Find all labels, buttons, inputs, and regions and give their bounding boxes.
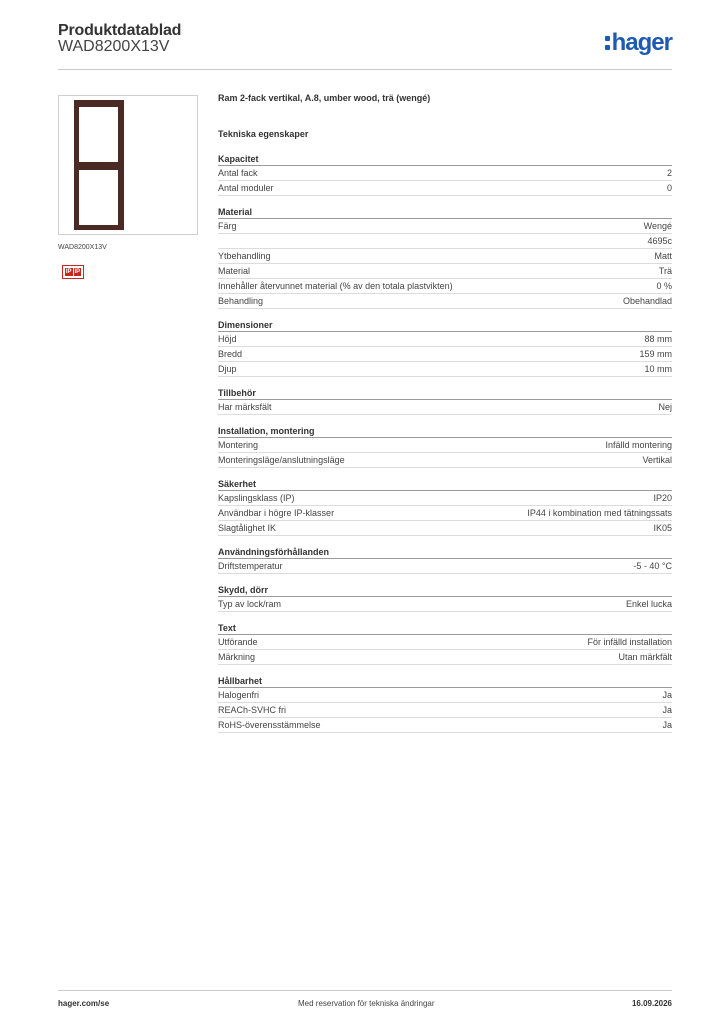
spec-row — [218, 279, 672, 294]
product-title: Ram 2-fack vertikal, A.8, umber wood, trä (wengé) — [218, 93, 431, 103]
spec-key: Ytbehandling — [218, 251, 271, 261]
spec-row — [218, 294, 672, 309]
product-code: WAD8200X13V — [58, 38, 170, 55]
spec-section — [218, 319, 672, 377]
spec-section — [218, 425, 672, 468]
spec-key: Bredd — [218, 349, 243, 359]
spec-value: -5 - 40 °C — [633, 561, 672, 571]
spec-key: Märkning — [218, 652, 256, 662]
spec-section — [218, 622, 672, 665]
page-header — [58, 22, 672, 70]
section-heading: Säkerhet — [218, 478, 672, 491]
spec-row — [218, 362, 672, 377]
spec-key: Djup — [218, 364, 237, 374]
frame-illustration — [74, 100, 124, 230]
spec-key: Slagtålighet IK — [218, 523, 277, 533]
spec-value: 10 mm — [644, 364, 672, 374]
section-heading: Hållbarhet — [218, 675, 672, 688]
section-heading: Tillbehör — [218, 387, 672, 400]
spec-key: Antal moduler — [218, 183, 274, 193]
spec-row — [218, 453, 672, 468]
ip-badge-icon — [62, 265, 84, 279]
spec-section — [218, 546, 672, 574]
spec-value: Vertikal — [642, 455, 672, 465]
page-footer — [58, 990, 672, 1019]
spec-row — [218, 506, 672, 521]
spec-section — [218, 675, 672, 733]
ip-badge-right: IP — [74, 269, 81, 275]
document-title: Produktdatablad — [58, 22, 182, 39]
spec-key: Innehåller återvunnet material (% av den totala plastvikten) — [218, 281, 453, 291]
spec-sections — [218, 153, 672, 733]
spec-row — [218, 166, 672, 181]
footer-website[interactable]: hager.com/se — [58, 999, 110, 1008]
spec-key: Antal fack — [218, 168, 258, 178]
product-image — [58, 95, 198, 235]
spec-row — [218, 718, 672, 733]
spec-value: Trä — [658, 266, 672, 276]
spec-key: REACh-SVHC fri — [218, 705, 287, 715]
logo-colon-icon — [605, 36, 610, 50]
footer-note: Med reservation för tekniska ändringar — [298, 999, 435, 1008]
footer-date: 16.09.2026 — [631, 999, 672, 1008]
spec-row — [218, 264, 672, 279]
spec-row — [218, 688, 672, 703]
spec-row — [218, 650, 672, 665]
spec-value: För infälld installation — [587, 637, 672, 647]
spec-value: 2 — [666, 168, 672, 178]
spec-section — [218, 206, 672, 309]
spec-value: Enkel lucka — [625, 599, 672, 609]
frame-cell-bottom — [79, 170, 118, 225]
image-caption: WAD8200X13V — [58, 244, 107, 251]
hager-logo — [605, 30, 672, 56]
spec-row — [218, 597, 672, 612]
spec-value: IP44 i kombination med tätningssats — [527, 508, 672, 518]
section-heading: Skydd, dörr — [218, 584, 672, 597]
spec-key: Färg — [218, 221, 237, 231]
spec-value: Obehandlad — [622, 296, 672, 306]
spec-row — [218, 347, 672, 362]
section-heading: Dimensioner — [218, 319, 672, 332]
spec-value: 4695c — [647, 236, 672, 246]
frame-cell-top — [79, 107, 118, 162]
spec-row — [218, 219, 672, 234]
spec-value: 88 mm — [644, 334, 672, 344]
spec-row — [218, 438, 672, 453]
spec-key: Typ av lock/ram — [218, 599, 282, 609]
section-heading: Installation, montering — [218, 425, 672, 438]
spec-row — [218, 181, 672, 196]
ip-badge-left: IP — [65, 269, 72, 275]
spec-key: Driftstemperatur — [218, 561, 283, 571]
spec-key: Behandling — [218, 296, 264, 306]
spec-key: Har märksfält — [218, 402, 272, 412]
spec-value: Wengé — [643, 221, 672, 231]
spec-value: IK05 — [653, 523, 672, 533]
spec-key: Material — [218, 266, 251, 276]
spec-key: Höjd — [218, 334, 237, 344]
spec-value: 0 % — [656, 281, 672, 291]
spec-value: 159 mm — [639, 349, 672, 359]
spec-section — [218, 478, 672, 536]
spec-row — [218, 332, 672, 347]
spec-key: Montering — [218, 440, 259, 450]
logo-text: hager — [611, 29, 672, 56]
section-heading: Material — [218, 206, 672, 219]
spec-value: Nej — [658, 402, 672, 412]
spec-value: Infälld montering — [605, 440, 672, 450]
spec-value: IP20 — [653, 493, 672, 503]
spec-value: Utan märkfält — [618, 652, 672, 662]
spec-row — [218, 234, 672, 249]
spec-section — [218, 584, 672, 612]
spec-row — [218, 249, 672, 264]
spec-value: Ja — [662, 705, 672, 715]
spec-content — [218, 93, 672, 743]
spec-key: RoHS-överensstämmelse — [218, 720, 321, 730]
spec-key: Kapslingsklass (IP) — [218, 493, 295, 503]
spec-value: Matt — [654, 251, 672, 261]
spec-section — [218, 153, 672, 196]
section-subtitle: Tekniska egenskaper — [218, 129, 309, 139]
spec-row — [218, 521, 672, 536]
spec-key: Monteringsläge/anslutningsläge — [218, 455, 345, 465]
spec-section — [218, 387, 672, 415]
spec-row — [218, 703, 672, 718]
spec-key: Halogenfri — [218, 690, 260, 700]
section-heading: Kapacitet — [218, 153, 672, 166]
spec-key: Användbar i högre IP-klasser — [218, 508, 335, 518]
spec-row — [218, 559, 672, 574]
section-heading: Användningsförhållanden — [218, 546, 672, 559]
spec-row — [218, 635, 672, 650]
spec-value: 0 — [666, 183, 672, 193]
spec-value: Ja — [662, 690, 672, 700]
spec-row — [218, 491, 672, 506]
spec-value: Ja — [662, 720, 672, 730]
spec-key: Utförande — [218, 637, 258, 647]
section-heading: Text — [218, 622, 672, 635]
spec-row — [218, 400, 672, 415]
